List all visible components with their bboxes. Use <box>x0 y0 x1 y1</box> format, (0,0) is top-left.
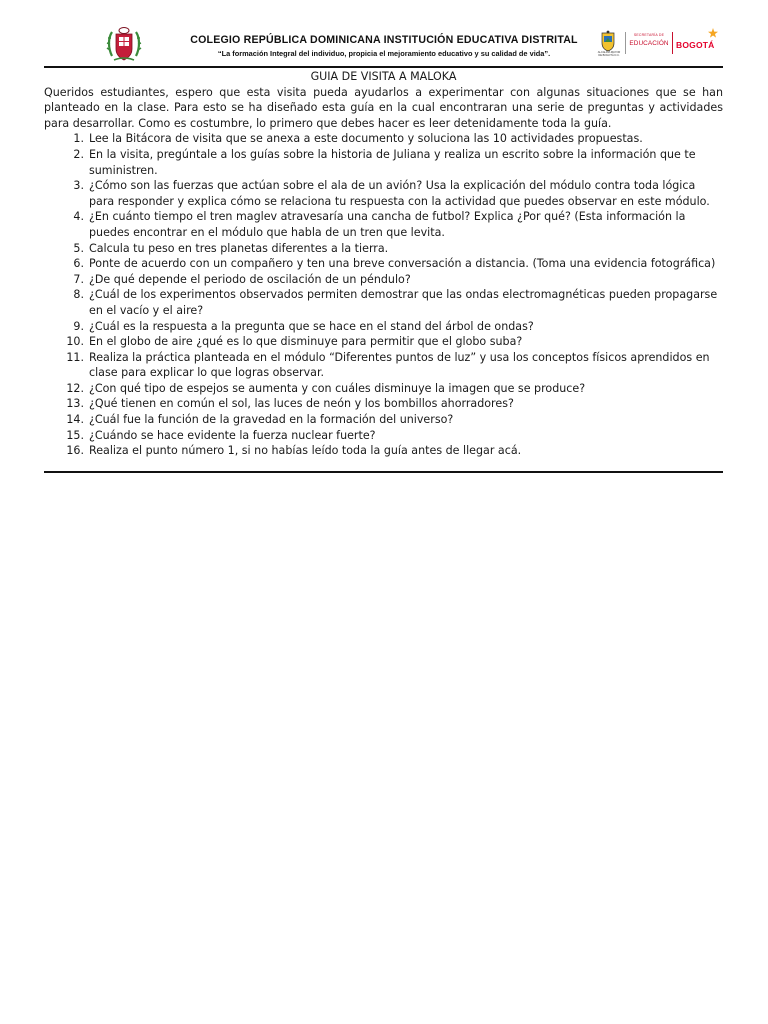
list-item <box>44 241 723 257</box>
list-item-number: 13. <box>66 397 84 411</box>
alcaldia-caption: ALCALDÍA MAYOR DE BOGOTÁ D.C. <box>597 51 621 57</box>
list-item-number: 12. <box>66 381 84 395</box>
list-item-text: En la visita, pregúntale a los guías sobre la historia de Juliana y realiza un escrito sobre la información que te suministren. <box>89 147 696 177</box>
logo-divider <box>625 32 626 54</box>
school-motto: “La formación Integral del individuo, propicia el mejoramiento educativo y su calidad de vida”. <box>217 49 551 58</box>
logo-divider-red <box>672 32 673 54</box>
list-item-text: ¿De qué depende el periodo de oscilación de un péndulo? <box>89 272 411 286</box>
list-item-number: 7. <box>73 272 84 286</box>
list-item-number: 15. <box>66 428 84 442</box>
list-item-text: ¿Cuándo se hace evidente la fuerza nuclear fuerte? <box>89 428 376 442</box>
list-item <box>44 428 723 444</box>
list-item-text: Lee la Bitácora de visita que se anexa a este documento y soluciona las 10 actividades propuestas. <box>89 132 643 146</box>
secretaria-label: SECRETARÍA DE <box>633 33 665 37</box>
list-item-text: Realiza la práctica planteada en el módulo “Diferentes puntos de luz” y usa los conceptos físicos aprendidos en clase para explicar lo que logras observar. <box>89 350 710 380</box>
list-item-number: 3. <box>73 179 84 193</box>
educacion-label: EDUCACIÓN <box>629 39 669 47</box>
list-item-text: ¿Cuál fue la función de la gravedad en la formación del universo? <box>89 413 454 427</box>
list-item-text: Ponte de acuerdo con un compañero y ten una breve conversación a distancia. (Toma una evidencia fotográfica) <box>89 257 716 271</box>
list-item <box>44 350 723 381</box>
list-item <box>44 131 723 147</box>
list-item <box>44 287 723 318</box>
list-item <box>44 334 723 350</box>
list-item <box>44 319 723 335</box>
letterhead-text <box>174 34 594 58</box>
secretaria-educacion-logo <box>629 34 669 47</box>
document-title: GUIA DE VISITA A MALOKA <box>310 70 457 83</box>
list-item <box>44 147 723 178</box>
list-item-text: ¿Con qué tipo de espejos se aumenta y con cuáles disminuye la imagen que se produce? <box>89 381 586 395</box>
list-item-text: Calcula tu peso en tres planetas diferentes a la tierra. <box>89 241 389 255</box>
footer-divider <box>44 471 723 473</box>
intro-paragraph: Queridos estudiantes, espero que esta visita pueda ayudarlos a experimentar con algunas situaciones que se han planteado en la clase. Para esto se ha diseñado esta guía en la cual encontraran una serie de preguntas y actividades para desarrollar. Como es costumbre, lo primero que debes hacer es leer detenidamente toda la guía. <box>44 85 723 130</box>
list-item-text: ¿Cuál es la respuesta a la pregunta que se hace en el stand del árbol de ondas? <box>89 319 534 333</box>
bogota-star-icon <box>708 28 718 38</box>
list-item-number: 8. <box>73 288 84 302</box>
letterhead <box>44 26 723 66</box>
header-divider <box>44 66 723 68</box>
list-item-number: 10. <box>66 335 84 349</box>
list-item-number: 1. <box>73 132 84 146</box>
questions-list <box>44 131 723 458</box>
school-crest-icon <box>106 26 142 64</box>
list-item-number: 14. <box>66 413 84 427</box>
list-item-text: ¿Cuál de los experimentos observados permiten demostrar que las ondas electromagnéticas pueden propagarse en el vacío y el aire? <box>89 288 718 317</box>
government-logos <box>599 30 723 60</box>
list-item <box>44 412 723 428</box>
list-item <box>44 381 723 397</box>
list-item-number: 5. <box>73 241 84 255</box>
list-item-number: 2. <box>73 147 84 161</box>
list-item-text: ¿Cómo son las fuerzas que actúan sobre el ala de un avión? Usa la explicación del módulo contra toda lógica para responder y explica cómo se relaciona tu respuesta con la actividad que puedes observar en este módulo. <box>89 179 710 208</box>
bogota-logo-text: BOGOTÁ <box>676 40 715 50</box>
list-item-number: 11. <box>66 350 84 364</box>
list-item <box>44 396 723 412</box>
list-item-text: En el globo de aire ¿qué es lo que disminuye para permitir que el globo suba? <box>89 335 523 349</box>
list-item <box>44 209 723 240</box>
school-name: COLEGIO REPÚBLICA DOMINICANA INSTITUCIÓN EDUCATIVA DISTRITAL <box>190 34 578 46</box>
list-item-text: ¿Qué tienen en común el sol, las luces de neón y los bombillos ahorradores? <box>89 397 514 411</box>
list-item-text: ¿En cuánto tiempo el tren maglev atravesaría una cancha de futbol? Explica ¿Por qué? (Esta información la puedes encontrar en el módulo que habla de un tren que levita. <box>89 210 686 239</box>
list-item <box>44 256 723 272</box>
list-item-number: 4. <box>73 210 84 224</box>
list-item <box>44 272 723 288</box>
list-item <box>44 178 723 209</box>
list-item-number: 6. <box>73 257 84 271</box>
guide-content <box>44 69 723 459</box>
list-item <box>44 443 723 459</box>
list-item-text: Realiza el punto número 1, si no habías leído toda la guía antes de llegar acá. <box>89 444 522 458</box>
list-item-number: 16. <box>66 444 84 458</box>
list-item-number: 9. <box>73 319 84 333</box>
